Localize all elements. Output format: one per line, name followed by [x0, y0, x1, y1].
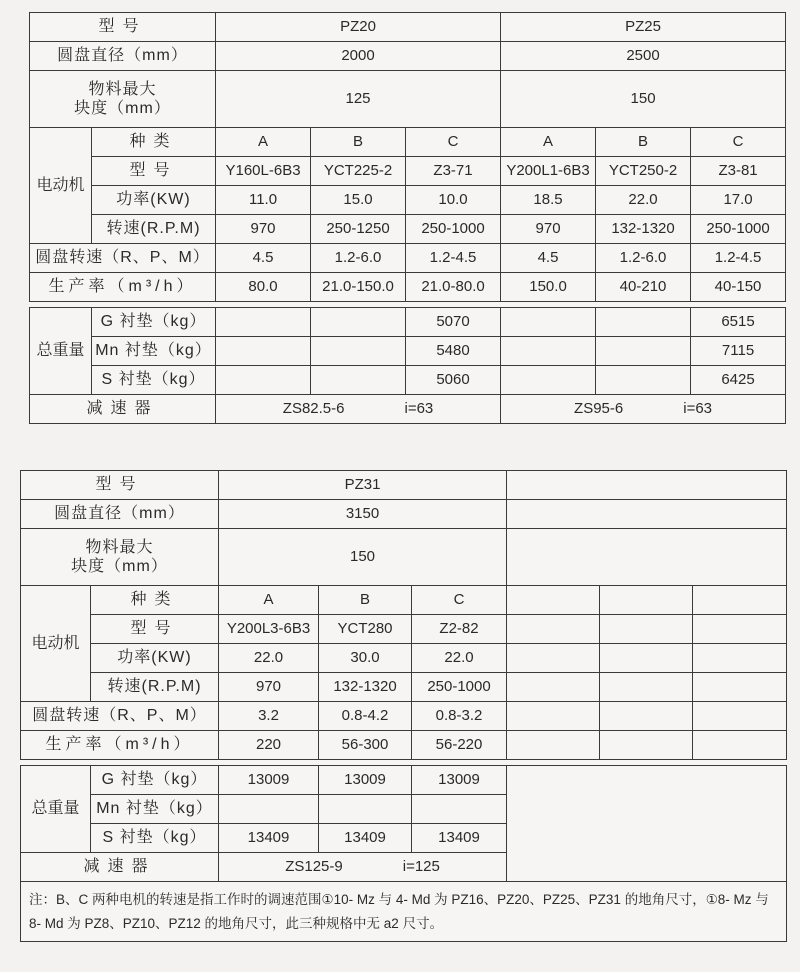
empty-cell — [600, 702, 693, 731]
power-cell: 22.0 — [219, 644, 319, 673]
type-cell: Z3-81 — [691, 157, 786, 186]
rpm-cell: 250-1000 — [406, 215, 501, 244]
row-weight-mn — [30, 337, 786, 366]
diameter-label: 圆盘直径（mm） — [21, 500, 219, 529]
row-weight-g — [21, 766, 787, 795]
power-cell: 30.0 — [319, 644, 412, 673]
reducer-cell — [219, 853, 507, 882]
kind-cell: C — [406, 128, 501, 157]
rpm-cell: 970 — [501, 215, 596, 244]
kind-cell: A — [216, 128, 311, 157]
power-cell: 15.0 — [311, 186, 406, 215]
power-cell: 10.0 — [406, 186, 501, 215]
productivity-label: 生产率（m³/h） — [30, 273, 216, 302]
power-label: 功率(KW) — [91, 644, 219, 673]
s-liner-cell — [596, 366, 691, 395]
row-max-size — [30, 71, 786, 128]
g-liner-cell: 13009 — [219, 766, 319, 795]
type-cell: YCT225-2 — [311, 157, 406, 186]
mn-liner-cell — [412, 795, 507, 824]
model-label: 型号 — [21, 471, 219, 500]
disc-speed-cell: 1.2-4.5 — [691, 244, 786, 273]
disc-speed-cell: 0.8-3.2 — [412, 702, 507, 731]
power-cell: 17.0 — [691, 186, 786, 215]
rpm-cell: 970 — [216, 215, 311, 244]
power-cell: 18.5 — [501, 186, 596, 215]
type-cell: Z2-82 — [412, 615, 507, 644]
mn-liner-label: Mn 衬垫（kg） — [91, 795, 219, 824]
reducer-model: ZS82.5-6 — [282, 400, 345, 417]
reducer-cell — [501, 395, 786, 424]
reducer-ratio: i=63 — [404, 400, 434, 417]
type-cell: Y200L1-6B3 — [501, 157, 596, 186]
rpm-cell: 250-1000 — [691, 215, 786, 244]
reducer-ratio: i=63 — [683, 400, 713, 417]
productivity-cell: 56-300 — [319, 731, 412, 760]
row-power — [21, 644, 787, 673]
power-cell: 22.0 — [596, 186, 691, 215]
kind-cell: C — [691, 128, 786, 157]
s-liner-cell: 6425 — [691, 366, 786, 395]
reducer-label: 减速器 — [30, 395, 216, 424]
diameter-label: 圆盘直径（mm） — [30, 42, 216, 71]
row-note — [21, 882, 787, 942]
model-label: 型号 — [30, 13, 216, 42]
power-cell: 11.0 — [216, 186, 311, 215]
row-model — [21, 471, 787, 500]
empty-cell — [507, 586, 600, 615]
disc-speed-cell: 1.2-6.0 — [596, 244, 691, 273]
mn-liner-cell — [501, 337, 596, 366]
model-cell: PZ25 — [501, 13, 786, 42]
max-size-label — [21, 529, 219, 586]
kind-cell: A — [219, 586, 319, 615]
max-size-cell: 150 — [219, 529, 507, 586]
g-liner-cell — [311, 308, 406, 337]
weight-label: 总重量 — [21, 766, 91, 853]
s-liner-label: S 衬垫（kg） — [91, 824, 219, 853]
productivity-cell: 80.0 — [216, 273, 311, 302]
row-productivity — [30, 273, 786, 302]
empty-cell — [693, 615, 787, 644]
mn-liner-cell — [311, 337, 406, 366]
empty-cell — [600, 673, 693, 702]
s-liner-cell: 5060 — [406, 366, 501, 395]
max-size-label-line2: 块度（mm） — [71, 558, 168, 575]
diameter-cell: 3150 — [219, 500, 507, 529]
max-size-label-line2: 块度（mm） — [74, 100, 171, 117]
mn-liner-cell — [596, 337, 691, 366]
row-productivity — [21, 731, 787, 760]
disc-speed-cell: 0.8-4.2 — [319, 702, 412, 731]
empty-cell — [507, 471, 787, 500]
productivity-cell: 21.0-150.0 — [311, 273, 406, 302]
productivity-label: 生产率（m³/h） — [21, 731, 219, 760]
empty-cell — [600, 731, 693, 760]
max-size-label-line1: 物料最大 — [88, 80, 157, 98]
mn-liner-cell — [319, 795, 412, 824]
disc-speed-cell: 1.2-4.5 — [406, 244, 501, 273]
empty-cell — [600, 644, 693, 673]
weight-label: 总重量 — [30, 308, 92, 395]
kind-cell: B — [596, 128, 691, 157]
reducer-ratio: i=125 — [402, 858, 440, 875]
disc-speed-label: 圆盘转速（R、P、M） — [30, 244, 216, 273]
s-liner-cell: 13409 — [319, 824, 412, 853]
empty-cell — [507, 766, 787, 882]
productivity-cell: 150.0 — [501, 273, 596, 302]
productivity-cell: 40-150 — [691, 273, 786, 302]
spec-table-pz20-pz25 — [29, 12, 786, 424]
s-liner-cell: 13409 — [219, 824, 319, 853]
max-size-label — [30, 71, 216, 128]
rpm-label: 转速(R.P.M) — [91, 673, 219, 702]
row-model — [30, 13, 786, 42]
row-rpm — [30, 215, 786, 244]
g-liner-cell: 6515 — [691, 308, 786, 337]
footnote: 注：B、C 两种电机的转速是指工作时的调速范围①10- Mz 与 4- Md 为 PZ16、PZ20、PZ25、PZ31 的地角尺寸，①8- Mz 与 8- Md 为 PZ8、PZ10、PZ12 的地角尺寸，此三种规格中无 a2 尺寸。 — [21, 882, 787, 942]
g-liner-cell: 5070 — [406, 308, 501, 337]
spec-table-pz31 — [20, 470, 787, 942]
motor-label: 电动机 — [21, 586, 91, 702]
max-size-cell: 150 — [501, 71, 786, 128]
disc-speed-cell: 3.2 — [219, 702, 319, 731]
reducer-label: 减速器 — [21, 853, 219, 882]
kind-label: 种类 — [91, 586, 219, 615]
empty-cell — [693, 586, 787, 615]
model-cell: PZ31 — [219, 471, 507, 500]
mn-liner-label: Mn 衬垫（kg） — [92, 337, 216, 366]
row-motor-kind — [30, 128, 786, 157]
row-max-size — [21, 529, 787, 586]
mn-liner-cell — [219, 795, 319, 824]
empty-cell — [693, 702, 787, 731]
rpm-cell: 250-1250 — [311, 215, 406, 244]
empty-cell — [507, 615, 600, 644]
rpm-cell: 970 — [219, 673, 319, 702]
kind-label: 种类 — [92, 128, 216, 157]
s-liner-cell — [216, 366, 311, 395]
disc-speed-label: 圆盘转速（R、P、M） — [21, 702, 219, 731]
row-motor-kind — [21, 586, 787, 615]
row-diameter — [21, 500, 787, 529]
reducer-cell — [216, 395, 501, 424]
power-label: 功率(KW) — [92, 186, 216, 215]
row-rpm — [21, 673, 787, 702]
kind-cell: A — [501, 128, 596, 157]
g-liner-cell — [501, 308, 596, 337]
empty-cell — [507, 644, 600, 673]
type-cell: Y200L3-6B3 — [219, 615, 319, 644]
max-size-cell: 125 — [216, 71, 501, 128]
motor-label: 电动机 — [30, 128, 92, 244]
kind-cell: B — [319, 586, 412, 615]
power-cell: 22.0 — [412, 644, 507, 673]
empty-cell — [507, 702, 600, 731]
type-cell: Y160L-6B3 — [216, 157, 311, 186]
empty-cell — [600, 615, 693, 644]
row-diameter — [30, 42, 786, 71]
empty-cell — [507, 673, 600, 702]
g-liner-cell — [216, 308, 311, 337]
kind-cell: C — [412, 586, 507, 615]
s-liner-cell: 13409 — [412, 824, 507, 853]
disc-speed-cell: 4.5 — [216, 244, 311, 273]
type-cell: YCT250-2 — [596, 157, 691, 186]
diameter-cell: 2500 — [501, 42, 786, 71]
kind-cell: B — [311, 128, 406, 157]
empty-cell — [507, 500, 787, 529]
type-label: 型号 — [92, 157, 216, 186]
type-label: 型号 — [91, 615, 219, 644]
rpm-label: 转速(R.P.M) — [92, 215, 216, 244]
type-cell: Z3-71 — [406, 157, 501, 186]
row-disc-speed — [30, 244, 786, 273]
row-disc-speed — [21, 702, 787, 731]
empty-cell — [507, 529, 787, 586]
g-liner-cell: 13009 — [412, 766, 507, 795]
empty-cell — [693, 673, 787, 702]
rpm-cell: 250-1000 — [412, 673, 507, 702]
type-cell: YCT280 — [319, 615, 412, 644]
reducer-model: ZS125-9 — [285, 858, 343, 875]
s-liner-cell — [311, 366, 406, 395]
model-cell: PZ20 — [216, 13, 501, 42]
g-liner-cell: 13009 — [319, 766, 412, 795]
row-weight-s — [30, 366, 786, 395]
rpm-cell: 132-1320 — [596, 215, 691, 244]
max-size-label-line1: 物料最大 — [85, 538, 154, 556]
row-reducer — [30, 395, 786, 424]
row-motor-type — [30, 157, 786, 186]
empty-cell — [693, 731, 787, 760]
rpm-cell: 132-1320 — [319, 673, 412, 702]
g-liner-label: G 衬垫（kg） — [91, 766, 219, 795]
disc-speed-cell: 1.2-6.0 — [311, 244, 406, 273]
empty-cell — [507, 731, 600, 760]
row-power — [30, 186, 786, 215]
s-liner-cell — [501, 366, 596, 395]
empty-cell — [600, 586, 693, 615]
productivity-cell: 56-220 — [412, 731, 507, 760]
productivity-cell: 40-210 — [596, 273, 691, 302]
g-liner-cell — [596, 308, 691, 337]
s-liner-label: S 衬垫（kg） — [92, 366, 216, 395]
row-motor-type — [21, 615, 787, 644]
productivity-cell: 220 — [219, 731, 319, 760]
mn-liner-cell: 5480 — [406, 337, 501, 366]
mn-liner-cell — [216, 337, 311, 366]
productivity-cell: 21.0-80.0 — [406, 273, 501, 302]
disc-speed-cell: 4.5 — [501, 244, 596, 273]
mn-liner-cell: 7115 — [691, 337, 786, 366]
empty-cell — [693, 644, 787, 673]
diameter-cell: 2000 — [216, 42, 501, 71]
reducer-model: ZS95-6 — [574, 400, 624, 417]
g-liner-label: G 衬垫（kg） — [92, 308, 216, 337]
row-weight-g — [30, 308, 786, 337]
